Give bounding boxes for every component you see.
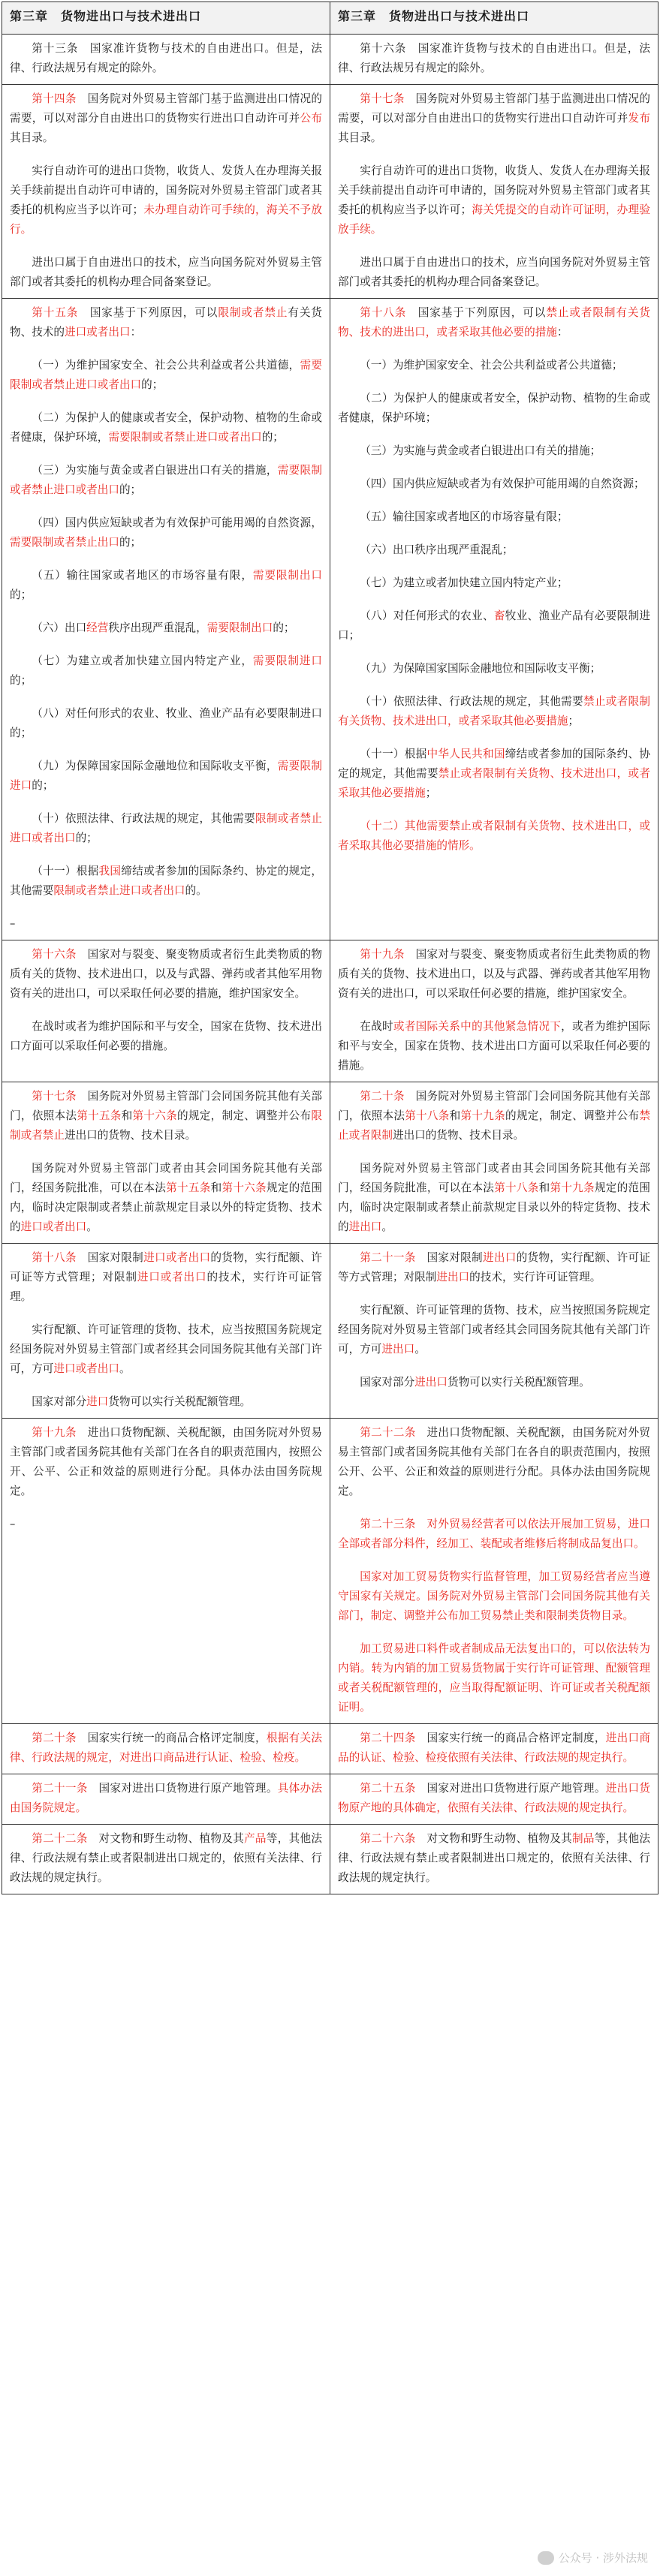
- clause-paragraph: [338, 606, 650, 646]
- clause-text: 国务院对外贸易主管部门基于监测进出口情况的需要，可以对部分自由进出口的货物实行进出口自动许可并: [10, 92, 322, 125]
- clause-text: （十）依照法律、行政法规的规定，其他需要: [360, 695, 583, 708]
- clause-text: （九）为保障国家国际金融地位和国际收支平衡；: [360, 662, 601, 675]
- changed-text: 禁止或者限制有关货物、技术进出口，或者采取其他必要措施: [338, 767, 650, 799]
- clause-text: 的货物，实行配额、许可证等方式管理；对限制: [338, 1251, 650, 1283]
- old-law-cell: [2, 1825, 330, 1894]
- new-law-cell: [330, 1724, 658, 1774]
- changed-text: 进出口: [482, 1251, 517, 1264]
- clause-paragraph: [10, 862, 322, 901]
- clause-text: 货物可以实行关税配额管理。: [447, 1376, 590, 1389]
- table-row: [2, 1724, 658, 1774]
- clause-paragraph: [10, 303, 322, 342]
- changed-text: 第二十条: [32, 1732, 77, 1744]
- changed-text: 进口或者出口: [64, 326, 131, 339]
- clause-text: 规定的范围内，临时决定限制或者禁止前款规定目录以外的特定货物、技术的: [10, 1181, 322, 1233]
- clause-text: ：: [556, 326, 568, 339]
- clause-text: 。: [414, 1343, 426, 1356]
- clause-text: 国家实行统一的商品合格评定制度，: [415, 1732, 606, 1744]
- clause-text: （八）对任何形式的农业、: [360, 609, 494, 622]
- changed-text: 进口: [86, 1395, 109, 1408]
- changed-text: 限制或者禁止进口或者出口: [53, 884, 185, 897]
- clause-text: 进出口货物配额、关税配额，由国务院对外贸易主管部门或者国务院其他有关部门在各自的职责范围内，按照公开、公平、公正和效益的原则进行分配。具体办法由国务院规定。: [338, 1426, 650, 1497]
- clause-text: 国家对进出口货物进行原产地管理。: [87, 1782, 278, 1795]
- changed-text: 第十七条: [32, 1090, 77, 1103]
- clause-paragraph: [338, 441, 650, 461]
- table-row: [2, 85, 658, 299]
- changed-text: 需要限制出口: [206, 621, 273, 634]
- clause-paragraph: [10, 704, 322, 743]
- clause-paragraph: [10, 1017, 322, 1056]
- changed-text: 根据有关法律、行政法规的规定，对进出口商品进行认证、检验、检疫。: [10, 1732, 322, 1764]
- changed-text: 第二十四条: [360, 1732, 416, 1744]
- changed-text: 第十八条: [494, 1181, 539, 1194]
- clause-text: ，或者为维护国际和平与安全，国家在货物、技术进出口方面可以采取任何必要的措施。: [338, 1020, 650, 1072]
- changed-text: 需要限制进口: [10, 760, 322, 792]
- table-row: [2, 1774, 658, 1825]
- clause-paragraph: [338, 1087, 650, 1145]
- clause-paragraph: [338, 39, 650, 78]
- clause-text: 的；: [32, 779, 54, 792]
- clause-text: 的规定，制定、调整并公布: [505, 1109, 640, 1122]
- clause-text: 进出口的货物、技术目录。: [64, 1129, 197, 1142]
- clause-text: 国家对部分: [32, 1395, 87, 1408]
- table-row: [2, 1244, 658, 1419]
- new-law-cell: [330, 85, 658, 299]
- clause-text: 的；: [75, 832, 98, 844]
- clause-text: 实行自动许可的进出口货物，收货人、发货人在办理海关报关手续前提出自动许可申请的，国务院对外贸易主管部门或者其委托的机构应当予以许可；: [10, 164, 322, 216]
- changed-text: 第十九条: [32, 1426, 77, 1439]
- old-law-cell: [2, 299, 330, 940]
- clause-paragraph: [338, 945, 650, 1004]
- changed-text: 第二十六条: [360, 1832, 416, 1845]
- clause-paragraph: [10, 618, 322, 638]
- old-law-cell: [2, 35, 330, 85]
- changed-text: 第十八条: [32, 1251, 77, 1264]
- changed-text: 限制或者禁止: [218, 306, 288, 319]
- changed-text: 发布: [628, 112, 650, 125]
- clause-text: 第十六条 国家准许货物与技术的自由进出口。但是，法律、行政法规另有规定的除外。: [338, 42, 650, 74]
- changed-text: 第十五条: [32, 306, 79, 319]
- clause-text: 的；: [273, 621, 295, 634]
- clause-paragraph: [338, 474, 650, 494]
- clause-text: 和: [210, 1181, 222, 1194]
- changed-text: 进出口: [414, 1376, 448, 1389]
- clause-paragraph: [338, 1829, 650, 1888]
- clause-text: 国家基于下列原因，可以: [78, 306, 218, 319]
- clause-paragraph: [338, 1017, 650, 1076]
- changed-text: 第十八条: [360, 306, 407, 319]
- clause-paragraph: [10, 1779, 322, 1818]
- clause-paragraph: [10, 1829, 322, 1888]
- changed-text: 国家对加工贸易货物实行监督管理，加工贸易经营者应当遵守国家有关规定。国务院对外贸易主管部门会同国务院其他有关部门，制定、调整并公布加工贸易禁止类和限制类货物目录。: [338, 1570, 650, 1622]
- clause-text: 实行配额、许可证管理的货物、技术，应当按照国务院规定经国务院对外贸易主管部门或者经其会同国务院其他有关部门许可，方可: [10, 1323, 322, 1375]
- clause-text: （十一）根据: [32, 865, 99, 877]
- old-law-cell: [2, 1082, 330, 1244]
- clause-text: 。: [86, 1220, 98, 1233]
- clause-paragraph: [10, 1729, 322, 1768]
- old-law-cell: [2, 1724, 330, 1774]
- clause-text: 进出口的货物、技术目录。: [392, 1129, 525, 1142]
- changed-text: 第十四条: [32, 92, 77, 105]
- clause-paragraph: [338, 1515, 650, 1554]
- changed-text: 第十五条: [166, 1181, 211, 1194]
- old-law-cell: [2, 1774, 330, 1825]
- changed-text: 我国: [98, 865, 122, 877]
- changed-text: 第二十一条: [360, 1251, 416, 1264]
- clause-paragraph: [10, 1248, 322, 1307]
- clause-paragraph: [10, 39, 322, 78]
- clause-text: 进出口属于自由进出口的技术，应当向国务院对外贸易主管部门或者其委托的机构办理合同备案登记。: [338, 256, 650, 288]
- clause-text: 的技术，实行许可证管理。: [10, 1271, 322, 1303]
- clause-paragraph: [10, 809, 322, 848]
- changed-text: 第二十条: [360, 1090, 405, 1103]
- clause-text: （三）为实施与黄金或者白银进出口有关的措施，: [32, 464, 278, 477]
- clause-paragraph: [338, 659, 650, 679]
- clause-paragraph: [10, 652, 322, 691]
- clause-text: 国务院对外贸易主管部门会同国务院其他有关部门，依照本法: [338, 1090, 650, 1122]
- clause-paragraph: [338, 1423, 650, 1501]
- clause-text: （三）为实施与黄金或者白银进出口有关的措施；: [360, 444, 601, 457]
- changed-text: 第二十三条 对外贸易经营者可以依法开展加工贸易，进口全部或者部分料件，经加工、装配或者维修后将制成品复出口。: [338, 1518, 650, 1550]
- clause-text: （七）为建立或者加快建立国内特定产业，: [32, 655, 253, 667]
- clause-text: （一）为维护国家安全、社会公共利益或者公共道德，: [32, 359, 300, 372]
- changed-text: 具体办法由国务院规定。: [10, 1782, 322, 1814]
- comparison-body: [2, 35, 658, 1894]
- clause-paragraph: [338, 1373, 650, 1392]
- changed-text: 需要限制或者禁止进口或者出口: [10, 359, 322, 391]
- clause-paragraph: [10, 356, 322, 395]
- changed-text: 进出口: [348, 1220, 382, 1233]
- clause-paragraph: [10, 566, 322, 605]
- clause-text: 。: [119, 1362, 131, 1375]
- new-law-cell: [330, 1774, 658, 1825]
- comparison-table: [2, 2, 658, 1894]
- clause-paragraph: [338, 1729, 650, 1768]
- clause-text: 实行自动许可的进出口货物，收货人、发货人在办理海关报关手续前提出自动许可申请的，国务院对外贸易主管部门或者其委托的机构应当予以许可；: [338, 164, 650, 216]
- clause-paragraph: [10, 461, 322, 500]
- clause-text: （五）输往国家或者地区的市场容量有限；: [360, 510, 568, 523]
- clause-text: 的；: [261, 431, 284, 444]
- changed-text: 第二十一条: [32, 1782, 88, 1795]
- clause-text: 其目录。: [10, 131, 54, 144]
- changed-text: 中华人民共和国: [426, 748, 505, 760]
- clause-text: （四）国内供应短缺或者为有效保护可能用竭的自然资源，: [32, 516, 322, 529]
- changed-text: 第十九条: [360, 948, 405, 961]
- changed-text: 海关凭提交的自动许可证明，办理验放手续。: [338, 203, 650, 236]
- new-law-cell: [330, 1825, 658, 1894]
- old-law-cell: [2, 940, 330, 1082]
- clause-text: 国务院对外贸易主管部门会同国务院其他有关部门，依照本法: [10, 1090, 322, 1122]
- clause-paragraph: [338, 356, 650, 375]
- changed-text: 产品: [244, 1832, 267, 1845]
- clause-paragraph: [10, 914, 322, 934]
- changed-text: 进出口: [381, 1343, 415, 1356]
- clause-text: ：: [130, 326, 142, 339]
- clause-text: 的货物，实行配额、许可证等方式管理；对限制: [10, 1251, 322, 1283]
- clause-paragraph: [338, 1301, 650, 1359]
- changed-text: 进口或者出口: [53, 1362, 119, 1375]
- clause-text: （七）为建立或者加快建立国内特定产业；: [360, 576, 568, 589]
- old-law-cell: [2, 1244, 330, 1419]
- clause-text: 国家对与裂变、聚变物质或者衍生此类物质的物质有关的货物、技术进出口，以及与武器、弹药或者其他军用物资有关的进出口，可以采取任何必要的措施，维护国家安全。: [338, 948, 650, 1000]
- changed-text: 进出口: [436, 1271, 470, 1283]
- clause-text: 的；: [10, 588, 32, 601]
- clause-text: 国家对与裂变、聚变物质或者衍生此类物质的物质有关的货物、技术进出口，以及与武器、弹药或者其他军用物资有关的进出口，可以采取任何必要的措施，维护国家安全。: [10, 948, 322, 1000]
- clause-text: 国务院对外贸易主管部门基于监测进出口情况的需要，可以对部分自由进出口的货物实行进出口自动许可并: [338, 92, 650, 125]
- clause-text: 等，其他法律、行政法规有禁止或者限制进出口规定的，依照有关法律、行政法规的规定执行。: [338, 1832, 650, 1884]
- clause-text: 对文物和野生动物、植物及其: [87, 1832, 245, 1845]
- clause-paragraph: [338, 253, 650, 292]
- changed-text: 第十六条: [132, 1109, 177, 1122]
- clause-paragraph: [10, 757, 322, 796]
- clause-text: 有关货物、技术的: [10, 306, 322, 339]
- clause-text: 第十三条 国家准许货物与技术的自由进出口。但是，法律、行政法规另有规定的除外。: [10, 42, 322, 74]
- clause-text: 国家实行统一的商品合格评定制度，: [76, 1732, 267, 1744]
- clause-text: 对文物和野生动物、植物及其: [415, 1832, 573, 1845]
- clause-text: 国务院对外贸易主管部门或者由其会同国务院其他有关部门，经国务院批准，可以在本法: [10, 1162, 322, 1194]
- new-law-cell: [330, 299, 658, 940]
- changed-text: 第十九条: [460, 1109, 505, 1122]
- clause-paragraph: [338, 161, 650, 239]
- changed-text: 制品: [572, 1832, 595, 1845]
- clause-text: 等，其他法律、行政法规有禁止或者限制进出口规定的，依照有关法律、行政法规的规定执行。: [10, 1832, 322, 1884]
- clause-text: （十一）根据: [360, 748, 427, 760]
- clause-text: （四）国内供应短缺或者为有效保护可能用竭的自然资源；: [360, 477, 645, 490]
- changed-text: 需要限制或者禁止出口: [10, 536, 119, 549]
- changed-text: 需要限制进口: [252, 655, 322, 667]
- changed-text: 经营: [86, 621, 109, 634]
- clause-text: ；: [425, 787, 437, 799]
- clause-text: 牧业、渔业产品有必要限制进口；: [338, 609, 650, 642]
- changed-text: 需要限制出口: [252, 569, 322, 582]
- clause-paragraph: [10, 408, 322, 447]
- changed-text: 第二十五条: [360, 1782, 416, 1795]
- clause-text: 的。: [185, 884, 207, 897]
- clause-text: （一）为维护国家安全、社会公共利益或者公共道德；: [360, 359, 623, 372]
- clause-text: 和: [449, 1109, 461, 1122]
- wechat-icon: [538, 2551, 554, 2565]
- clause-text: 国家对进出口货物进行原产地管理。: [415, 1782, 606, 1795]
- clause-paragraph: [338, 303, 650, 342]
- clause-text: 其目录。: [338, 131, 382, 144]
- changed-text: 第十九条: [550, 1181, 595, 1194]
- clause-paragraph: [338, 817, 650, 856]
- changed-text: 公布: [300, 112, 322, 125]
- clause-paragraph: [10, 253, 322, 292]
- watermark: [538, 2550, 648, 2565]
- clause-text: （九）为保障国家国际金融地位和国际收支平衡，: [32, 760, 278, 772]
- new-law-cell: [330, 1082, 658, 1244]
- changed-text: 加工贸易进口料件或者制成品无法复出口的，可以依法转为内销。转为内销的加工贸易货物属于实行许可证管理、配额管理或者关税配额管理的，应当取得配额证明、许可证或者关税配额证明。: [338, 1642, 650, 1714]
- clause-text: 进出口属于自由进出口的技术，应当向国务院对外贸易主管部门或者其委托的机构办理合同备案登记。: [10, 256, 322, 288]
- clause-paragraph: [338, 540, 650, 560]
- changed-text: 第十五条: [77, 1109, 122, 1122]
- clause-text: 和: [538, 1181, 550, 1194]
- changed-text: （十二）其他需要禁止或者限制有关货物、技术进出口，或者采取其他必要措施的情形。: [338, 820, 650, 852]
- clause-paragraph: [338, 1248, 650, 1287]
- clause-paragraph: [338, 89, 650, 148]
- clause-paragraph: [10, 89, 322, 148]
- clause-paragraph: [338, 1159, 650, 1237]
- changed-text: 进口或者出口: [143, 1251, 211, 1264]
- clause-text: 的；: [119, 483, 142, 496]
- clause-text: （八）对任何形式的农业、牧业、渔业产品有必要限制进口的；: [10, 707, 322, 739]
- clause-paragraph: [10, 945, 322, 1004]
- table-row: [2, 299, 658, 940]
- clause-text: 进出口货物配额、关税配额，由国务院对外贸易主管部门或者国务院其他有关部门在各自的职责范围内，按照公开、公平、公正和效益的原则进行分配。具体办法由国务院规定。: [10, 1426, 322, 1497]
- clause-text: 国家对限制: [415, 1251, 483, 1264]
- clause-paragraph: [338, 1567, 650, 1626]
- clause-paragraph: [10, 513, 322, 552]
- clause-text: 国家对部分: [360, 1376, 415, 1389]
- clause-text: 的；: [141, 378, 164, 391]
- changed-text: 禁止或者限制有关货物、技术的进出口，或者采取其他必要的措施: [338, 306, 650, 339]
- clause-paragraph: [338, 389, 650, 428]
- new-law-cell: [330, 1419, 658, 1724]
- clause-text: 的；: [10, 674, 32, 687]
- clause-text: 实行配额、许可证管理的货物、技术，应当按照国务院规定经国务院对外贸易主管部门或者经其会同国务院其他有关部门许可，方可: [338, 1304, 650, 1356]
- clause-paragraph: [338, 573, 650, 593]
- clause-text: （六）出口: [32, 621, 87, 634]
- changed-text: 第十七条: [360, 92, 405, 105]
- clause-text: 国家基于下列原因，可以: [406, 306, 547, 319]
- old-law-cell: [2, 85, 330, 299]
- clause-text: （二）为保护人的健康或者安全，保护动物、植物的生命或者健康，保护环境，: [10, 411, 322, 444]
- clause-paragraph: [10, 1159, 322, 1237]
- clause-text: 缔结或者参加的国际条约、协定的规定，其他需要: [10, 865, 322, 897]
- clause-text: 的规定，制定、调整并公布: [177, 1109, 312, 1122]
- table-row: [2, 1082, 658, 1244]
- clause-paragraph: [338, 692, 650, 731]
- clause-paragraph: [10, 1320, 322, 1379]
- clause-paragraph: [10, 1087, 322, 1145]
- changed-text: 进出口货物原产地的具体确定，依照有关法律、行政法规的规定执行。: [338, 1782, 650, 1814]
- clause-text: （五）输往国家或者地区的市场容量有限，: [32, 569, 253, 582]
- clause-text: （十）依照法律、行政法规的规定，其他需要: [32, 812, 255, 825]
- header-old-law: 第三章 货物进出口与技术进出口: [2, 2, 330, 35]
- clause-paragraph: [338, 507, 650, 527]
- changed-text: 进口或者出口: [20, 1220, 87, 1233]
- changed-text: 第十八条: [405, 1109, 450, 1122]
- changed-text: 第二十二条: [360, 1426, 416, 1439]
- clause-text: 秩序出现严重混乱，: [108, 621, 207, 634]
- table-row: [2, 35, 658, 85]
- clause-text: 在战时或者为维护国际和平与安全，国家在货物、技术进出口方面可以采取任何必要的措施。: [10, 1020, 322, 1052]
- clause-text: 国家对限制: [76, 1251, 144, 1264]
- clause-paragraph: [338, 745, 650, 803]
- clause-text: –: [10, 1518, 16, 1530]
- old-law-cell: [2, 1419, 330, 1724]
- changed-text: 未办理自动许可手续的，海关不予放行。: [10, 203, 322, 236]
- changed-text: 进出口商品的认证、检验、检疫依照有关法律、行政法规的规定执行。: [338, 1732, 650, 1764]
- clause-text: 规定的范围内，临时决定限制或者禁止前款规定目录以外的特定货物、技术的: [338, 1181, 650, 1233]
- clause-text: 在战时: [360, 1020, 393, 1033]
- table-row: [2, 1825, 658, 1894]
- clause-text: （二）为保护人的健康或者安全，保护动物、植物的生命或者健康，保护环境；: [338, 392, 650, 424]
- changed-text: 第十六条: [32, 948, 77, 961]
- clause-paragraph: [10, 1423, 322, 1501]
- clause-paragraph: [338, 1779, 650, 1818]
- new-law-cell: [330, 35, 658, 85]
- changed-text: 限制或者禁止: [10, 1109, 322, 1142]
- watermark-text: 公众号 · 涉外法规: [558, 2551, 648, 2565]
- changed-text: 第十六条: [222, 1181, 267, 1194]
- table-row: [2, 940, 658, 1082]
- changed-text: 第二十二条: [32, 1832, 88, 1845]
- clause-paragraph: [338, 1639, 650, 1717]
- header-row: [2, 2, 658, 35]
- changed-text: 需要限制或者禁止进口或者出口: [108, 431, 262, 444]
- new-law-cell: [330, 1244, 658, 1419]
- new-law-cell: [330, 940, 658, 1082]
- clause-paragraph: [10, 1392, 322, 1412]
- clause-text: 缔结或者参加的国际条约、协定的规定，其他需要: [338, 748, 650, 780]
- clause-text: （六）出口秩序出现严重混乱；: [360, 543, 514, 556]
- clause-text: 的技术，实行许可证管理。: [469, 1271, 601, 1283]
- changed-text: 进口或者出口: [137, 1271, 207, 1283]
- changed-text: 畜: [493, 609, 505, 622]
- clause-paragraph: [10, 161, 322, 239]
- clause-text: 的；: [119, 536, 142, 549]
- changed-text: 需要限制或者禁止进口或者出口: [10, 464, 322, 496]
- clause-text: 货物可以实行关税配额管理。: [108, 1395, 252, 1408]
- changed-text: 禁止或者限制: [338, 1109, 650, 1142]
- changed-text: 禁止或者限制有关货物、技术进出口，或者采取其他必要措施: [338, 695, 650, 727]
- clause-paragraph: [10, 1515, 322, 1534]
- header-new-law: 第三章 货物进出口与技术进出口: [330, 2, 658, 35]
- changed-text: 或者国际关系中的其他紧急情况下: [393, 1020, 562, 1033]
- clause-text: 和: [121, 1109, 133, 1122]
- clause-text: –: [10, 917, 16, 930]
- changed-text: 限制或者禁止进口或者出口: [10, 812, 322, 844]
- clause-text: 国务院对外贸易主管部门或者由其会同国务院其他有关部门，经国务院批准，可以在本法: [338, 1162, 650, 1194]
- clause-text: 。: [381, 1220, 393, 1233]
- table-row: [2, 1419, 658, 1724]
- clause-text: ；: [568, 715, 580, 727]
